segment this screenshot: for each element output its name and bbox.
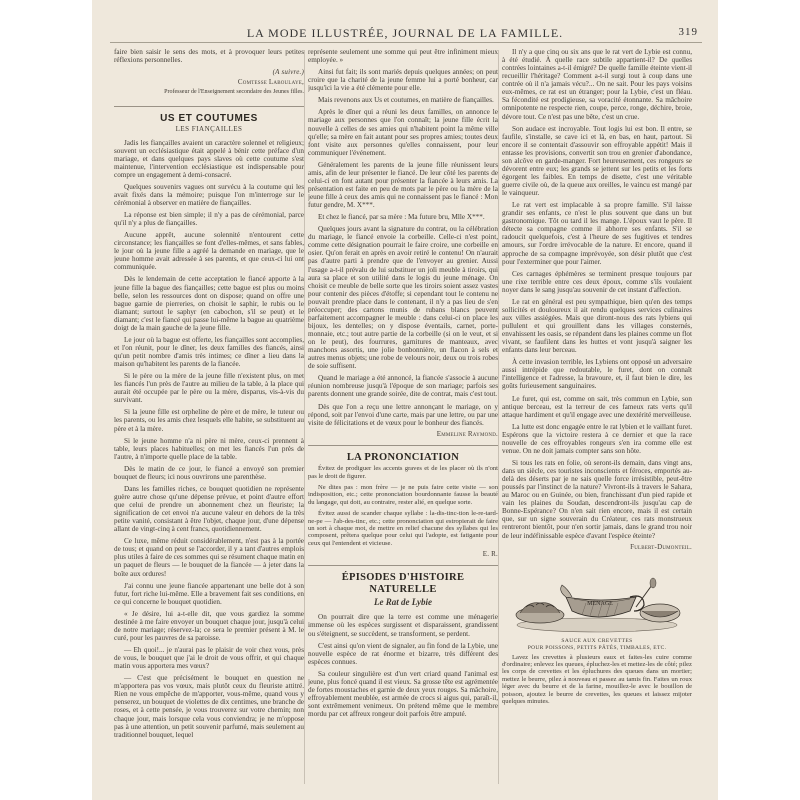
author-signature: Fulbert-Dumonteil. [630,542,692,551]
paragraph: Si tous les rats en folie, où seront-ils demain, dans vingt ans, dans un siècle, ces touristes inconscients et féroces, emportés au-delà des déserts par je ne sais quelle force irrésistible, peut-être poussés par l'instinct de la nature? Vivront-ils à travers le Sahara, au Maroc ou en Guinée, ou bien, franchissant d'un pied rapide et vain les plaines du Soudan, descendront-ils jusqu'au cap de Bonne-Espérance? On n'en sait rien encore, mais il est certain que, sur un signe souverain du Créateur, ces rats monstrueux rentreront bientôt, pour n'en sortir jamais, dans le grand trou noir de leur indéfinissable espèce d'avant l'espèce éteinte? [502,458,692,540]
section-title-prononciation: LA PRONONCIATION [346,451,460,463]
paragraph: Généralement les parents de la jeune fille réunissent leurs amis, afin de leur présenter le fiancé. De leur côté les parents de celui-ci en font autant pour présenter la fiancée à leurs amis. La présentation est faite en peu de mots par le père ou la mère de la jeune fille à ceux des amis qui ne connaissent pas le fiancé : Mon futur gendre, M. X***. [308,160,498,210]
section-rule [308,445,498,446]
paragraph: J'ai connu une jeune fiancée appartenant une belle dot à son futur, fort riche lui-même. Elle a bravement fait ses conditions, en ce qui concerne le bouquet quotidien. [114,581,304,606]
paragraph: Quelques jours avant la signature du contrat, ou la célébration du mariage, le fiancé envoie la corbeille. Celle-ci n'est point, comme cette désignation pourrait le faire croire, une corbeille en osier. Qu'on ferait en après en avoir retiré le contenu! On n'aurait pas d'autre parti à prendre que de l'envoyer au grenier. Aussi l'usage a-t-il prévalu de lui substituer un joli meuble à tiroirs, qui aura sa place et son utilité dans le logis du jeune ménage. On choisit ce meuble de belle sorte que les tiroirs soient assez vastes pour contenir des pièces d'étoffe; si cependant tout le contenu ne pouvait prendre place dans le contenant, il n'y a pas lieu de s'en préoccuper; des cartons munis de rubans blancs peuvent parfaitement accompagner le meuble : dans celui-ci on place les bijoux, les dentelles; on y dispose éventails, carnet, porte-monnaie, etc.; tout autre partie de la corbeille (si on le veut, et si on le peut), des fourrures, garnitures de manteaux, avec manchons assortis, une jolie bonbonnière, un flacon à sels et autres menus objets; une robe de velours noir, deux ou trois robes de soie suffisent. [308,225,498,371]
sauceboat-engraving-icon [502,555,692,635]
paragraph: Quand le mariage a été annoncé, la fiancée s'associe à aucune réunion nombreuse jusqu'à l'époque de son mariage; parfois ses parents donnent une grande soirée, dite de contrat, mais c'est tout. [308,374,498,399]
paragraph: On pourrait dire que la terre est comme une ménagerie immense où les espèces surgissent et disparaissent, grandissent ou s'éteignent, se succèdent, se transforment, se perdent. [308,613,498,638]
illustration-caption-subtitle: POUR POISSONS, PETITS PÂTÉS, TIMBALES, ETC. [527,644,667,651]
newspaper-page [92,0,718,800]
section-rule [114,106,304,107]
paragraph: Son audace est incroyable. Tout logis lui est bon. Il entre, se faufile, s'installe, se cave ici et là, en bas, en haut, partout. Si encore il se contentait d'assouvir son effroyable appétit! Mais il entasse les provisions, convertit son trou en grenier d'abondance, son alcôve en garde-manger. Fort heureusement, ces rongeurs se dévorent entre eux; les grands se jettent sur les petits et les forts égorgent les faibles. En temps de disette, c'est une véritable guerre civile où, de la queue aux oreilles, le vaincu est mangé par le vainqueur. [502,124,692,198]
paragraph: Dans les familles riches, ce bouquet quotidien ne représente guère autre chose qu'une dépense prévue, et point d'autre effort que celui de prendre un abonnement chez un fleuriste; la signification de cet envoi n'a aucune valeur en dehors de la très petite vanité, consistant à être l'objet, chaque jour, d'une dépense allant de vingt-cinq à cent francs, quotidiennement. [114,484,304,534]
section-subtitle-rat-de-lybie: Le Rat de Lybie [374,597,432,608]
section-rule [308,565,498,566]
paragraph: Après le dîner qui a réuni les deux familles, on annonce le mariage aux personnes que l'on connaît; la jeune fille écrit la nouvelle à celles de ses amies qui n'habitent point la même ville qu'elle; sa mère en fait autant pour ses propres amies; toutes deux font visite aux personnes qu'elles connaissent, pour leur communiquer l'événement. [308,108,498,157]
column-divider [304,50,305,784]
paragraph: Sa couleur singulière est d'un vert criard quand l'animal est jeune, plus foncé quand il est vieux. Sa grosse tête est agrémentée de fortes moustaches et garnie de deux yeux rouges. Sa mâchoire, effroyablement meublée, est armée de crocs si aigus qui, paraît-il, sont extrêmement venimeux. On prétend même que le membre mordu par cet affreux rongeur doit parfois être amputé. [308,669,498,719]
paragraph: Et chez le fiancé, par sa mère : Ma future bru, Mlle X***. [318,213,485,222]
paragraph: Ce luxe, même réduit considérablement, n'est pas à la portée de tous; et quand on peut se l'accorder, il y a tant d'autres emplois plus utiles à faire de ces sommes qui se résument chaque matin en un paquet de fleurs — le bouquet de la fiancée — à jeter dans la boîte aux ordures! [114,537,304,578]
author-signature: Comtesse Laboulaye, [237,77,304,86]
column-right [502,48,692,788]
paragraph: Il n'y a que cinq ou six ans que le rat vert de Lybie est connu, à été étudié. À quelle race subtile appartient-il? De quelles contrées lointaines a-t-il émigré? De quelle famille éteinte vient-il recueillir l'héritage? Comment a-t-il surgi tout à coup dans une contrée où il n'a jamais vécu?... On ne sait. Pour les pays voisins eux-mêmes, ce rat est un étranger; pour la Lybie, c'est un fléau. Sa fécondité est prodigieuse, sa voracité étonnante. Sa mâchoire omnipotente ne respecte rien, coupe, perce, ronge, déchire, broie, dévore tout. Ce n'est pas une bête, c'est un crue. [502,48,692,121]
paragraph: Mais revenons aux Us et coutumes, en matière de fiançailles. [318,96,494,105]
paragraph: Dès le matin de ce jour, le fiancé a envoyé son premier bouquet de fleurs; ici nous ouvrirons une parenthèse. [114,464,304,481]
author-subtitle: Professeur de l'Enseignement secondaire des Jeunes filles. [164,88,304,95]
paragraph: — Eh quoi!... je n'aurai pas le plaisir de voir chez vous, près de vous, le bouquet que j'ai le droit de vous offrir, et qui chaque matin vous apportera mes vœux? [114,646,304,671]
paragraph: Le furet, qui est, comme on sait, très commun en Lybie, son antique berceau, est la terreur de ces fameux rats verts qu'il attaque hardiment et qu'il engage avec une dextérité merveilleuse. [502,394,692,419]
paragraph: Le rat vert est implacable à sa propre famille. S'il laisse grandir ses enfants, ce n'est le plus souvent que dans un but gastronomique. Tôt ou tard il les mange. L'époux vaut le père. Il détecte sa compagne comme il abhorre ses enfants. S'il se radoucit quelquefois, c'est à l'heure de ses fugitives et tendres amours, sur l'ordre irrévocable de la nature. Et encore, quand il approche de sa compagne imprévoyée, son désir plutôt que c'est pour l'exterminer que pour l'aimer. [502,201,692,266]
paragraph: Dès que l'on a reçu une lettre annonçant le mariage, on y répond, soit par l'envoi d'une carte, mais par une lettre, ou par une visite de félicitations et de vœux pour le bonheur des fiancés. [308,402,498,427]
to-be-continued: (A suivre.) [272,68,304,77]
section-subtitle-fiancailles: LES FIANÇAILLES [175,124,243,133]
column-divider [498,50,499,784]
header-rule [110,42,702,43]
paragraph: La lutte est donc engagée entre le rat lybien et le vaillant furet. Espérons que la victoire restera à ce dernier et que la race nouvelle de ces effroyables rongeurs s'en ira comme elle est venue. On ne doit jamais compter sans son hôte. [502,422,692,455]
paragraph: Aucune apprêt, aucune solennité n'entourent cette circonstance; les fiançailles se font d'elles-mêmes, et sans fables, le jour où la jeune fille a agréé la demande en mariage, que le jeune homme avait adressée à ses parents, et que ceux-ci lui ont communiquée. [114,231,304,272]
paragraph: À cette invasion terrible, les Lybiens ont opposé un adversaire aussi intrépide que redoutable, le furet, dont on connaît l'intelligence et l'adresse, la bravoure, et, il faut bien le dire, les goûts furieusement sanguinaires. [502,358,692,391]
paragraph: Dès le lendemain de cette acceptation le fiancé apporte à la jeune fille la bague des fiançailles; cette bague est plus ou moins belle, selon les ressources dont on dispose; quand on offre une bague garnie de pierreries, on choisit le saphir, le rubis ou le diamant; surtout le saphyr (en cabochon, s'il se peut) et le diamant; c'est le fiancé qui passe lui-même la bague au quatrième doigt de la main gauche de la jeune fille. [114,275,304,332]
section-title-histoire-naturelle: ÉPISODES D'HISTOIRE NATURELLE [341,571,465,595]
page-header [92,24,718,44]
paragraph: représente seulement une somme qui peut être infiniment mieux employée. » [308,48,498,65]
author-signature: Emmeline Raymond. [436,429,498,438]
paragraph: Si le jeune homme n'a ni père ni mère, ceux-ci prennent à table, leurs places habituelles; on met les fiancés l'un près de l'autre, à n'importe quelle place de la table. [114,436,304,461]
journal-title: LA MODE ILLUSTRÉE, JOURNAL DE LA FAMILLE. [246,26,564,40]
column-left [114,48,304,788]
paragraph: Ainsi fut fait; ils sont mariés depuis quelques années; on peut croire que la charité de la jeune femme lui a porté bonheur, car jusqu'ici la vie a été clémente pour elle. [308,68,498,93]
page-number: 319 [678,26,698,38]
column-middle [308,48,498,788]
article-continuation: faire bien saisir le sens des mots, et à provoquer leurs petites réflexions personnelles. [114,48,304,65]
paragraph: Quelques souvenirs vagues ont survécu à la coutume qui les avait fixés dans la mémoire; puisque l'on m'interroge sur le cérémonial à observer en matière de fiançailles. [114,182,304,207]
paragraph: — C'est que précisément le bouquet en question ne m'apportera pas vos vœux, mais plutôt ceux du fleuriste attitré. Rien ne vous empêche de m'apporter, vous-même, quand vous y penserez, un bouquet de violettes de dix centimes, une branche de roses, et à cette pensée, je vous trouverez sur votre chemin; non chaque jour, mais lorsque cela vous conviendra; je ne m'oppose pas à une attention, un petit souvenir parfumé, mais seulement au traditionnel bouquet, lequel [114,674,304,739]
sauce-illustration [502,555,692,635]
recipe-text: Lavez les crevettes à plusieurs eaux et faites-les cuire comme d'ordinaire; enlevez les queues, épluchez-les et mettez-les de côté; pilez les corps de crevettes et les épluchures des queues dans un mortier; mettez le beurre, pilez à nouveau et passez au tamis fin. Faites un roux léger avec du beurre et de la farine, mouillez-le avec le bouillon de poisson, ajoutez le beurre de crevettes, les queues et laissez mijoter quelques minutes. [502,653,692,705]
paragraph: « Je désire, lui a-t-elle dit, que vous gardiez la somme destinée à me faire envoyer un bouquet chaque jour, jusqu'à celui de notre mariage; réservez-la; ce sera le premier présent à M. le curé, pour les pauvres de sa paroisse. [114,609,304,642]
paragraph: Ces carnages éphémères se terminent presque toujours par une rixe terrible entre ces deux époux, comme s'ils voulaient noyer dans le sang jusqu'au souvenir de cet instant d'affection. [502,269,692,294]
illustration-caption-title: SAUCE AUX CREVETTES [561,638,633,645]
paragraph: Si le père ou la mère de la jeune fille n'existent plus, on met les fiancés l'un près de l'autre au milieu de la table, à la place qui aurait été occupée par le père ou la mère, disparus, vis-à-vis du survivant. [114,372,304,405]
paragraph: Le jour où la bague est offerte, les fiançailles sont accomplies, et l'on réunit, pour le dîner, les deux familles des fiancés, ainsi qu'un petit nombre d'amis très intimes; ce dîner a lieu dans la maison qu'habitent les parents de la fiancée. [114,335,304,369]
paragraph: Ne dites pas : mon frère — je ne puis faire cette visite — son indisposition, etc.; cette prononciation bourdonnante fausse la beauté du langage, qui doit, au contraire, rester alié, en quelque sorte. [308,484,498,506]
paragraph: Évitez aussi de scander chaque syllabe : la-dis-tinc-tion le-re-tard-ne-pe — l'ab-des-tinc, etc.; cette prononciation qui estropierait de faire un sort à chaque mot, de mettre en relief chacune des syllabes qui les composent, prêtera quelque pour celui qui l'adopte, est fatigante pour ceux qui l'entendent et vicieuse. [308,510,498,547]
paragraph: Si la jeune fille est orpheline de père et de mère, le tuteur ou les parents, ou les amis chez lesquels elle habite, se substituent au père et à la mère. [114,408,304,433]
paragraph: C'est ainsi qu'on vient de signaler, au fin fond de la Lybie, une nouvelle espèce de rat énorme et bizarre, très différent des espèces connues. [308,641,498,666]
paragraph: Évitez de prodiguer les accents graves et de les placer où ils n'ont pas le droit de figurer. [308,465,498,480]
author-signature: E. R. [482,550,498,559]
section-title-us-et-coutumes: US ET COUTUMES [160,112,258,124]
paragraph: Jadis les fiançailles avaient un caractère solennel et religieux; souvent un ecclésiastique était appelé à bénir cette préface d'un mariage, et dans quelques pays slaves où cette coutume s'est maintenue, l'intervention ecclésiastique est indispensable pour compre un engagement à demi-consacré. [114,138,304,179]
paragraph: La réponse est bien simple; il n'y a pas de cérémonial, parce qu'il n'y a plus de fiançailles. [114,211,304,228]
paragraph: Le rat en général est peu sympathique, bien qu'en des temps sollicités et douloureux il ait rendu quelques services culinaires aux villes assiégées. Mais que diront-nous des rats lybiens qui pullulent et qui grouillent dans les villages consternés, envahissent les oasis, se répandent dans les plaines comme un flot vivant, se faufilent dans les huttes et vont jusqu'à saigner les enfants dans leur berceau. [502,297,692,355]
illustration-label: MÉNAGE [587,601,613,608]
